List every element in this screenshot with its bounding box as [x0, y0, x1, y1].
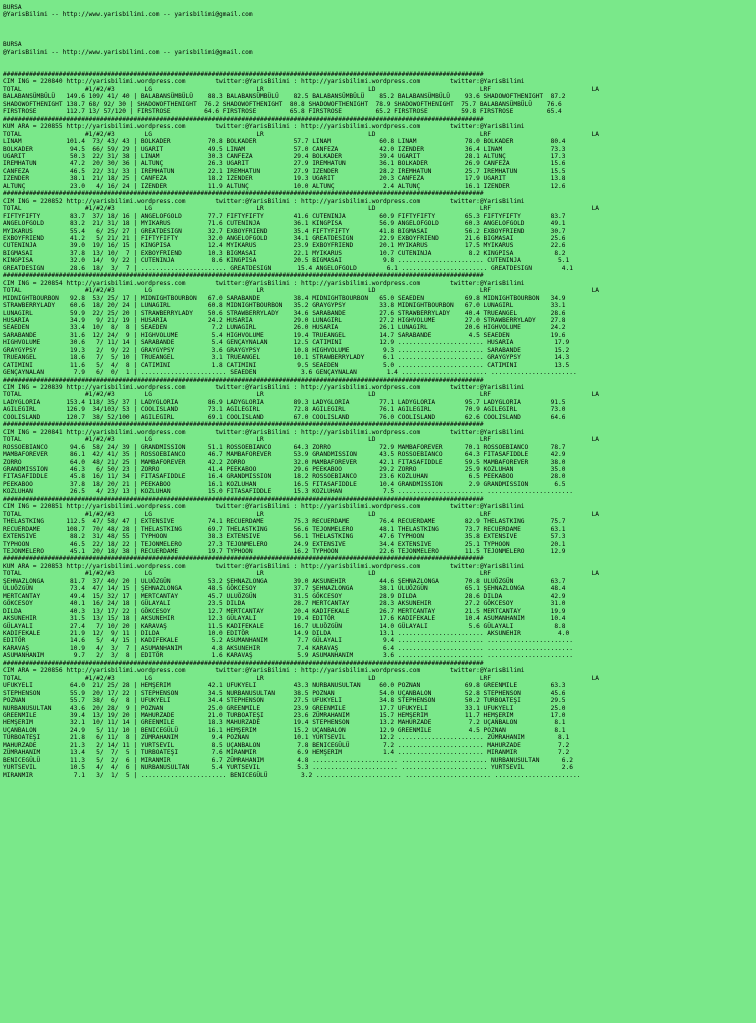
contact-line-top: @YarisBilimi -- http://www.yarisbilimi.com -- yarisbilimi@gmail.com	[3, 11, 253, 19]
table-row: NURBANUSULTAN 43.6 20/ 28/ 9 | POZNAN 25.0 GREENMILE 23.9 GREENMILE 17.7 UFUKYELI 33.1 UFUKYELI 25.0	[3, 704, 566, 712]
table-row: EXTENSIVE 88.2 31/ 48/ 55 | TYPHOON 38.3 EXTENSIVE 56.1 THELASTKING 47.6 TYPHOON 35.8 EXTENSIVE 57.3	[3, 533, 566, 541]
race-blocks	[3, 71, 753, 779]
table-row: MERTCANTAY 49.4 15/ 32/ 17 | MERTCANTAY 45.7 ULUÖZGÜN 31.5 GÖKCESOY 28.9 DILDA 28.6 DILDA 42.9	[3, 592, 566, 600]
spacer	[3, 56, 753, 63]
table-row: LINAM 101.4 73/ 43/ 43 | BOLKADER 70.8 BOLKADER 57.7 LINAM 60.8 LINAM 78.0 BOLKADER 80.4	[3, 138, 566, 146]
table-row: BALABANSÜMBÜLÜ 149.6 109/ 41/ 40 | BALABANSÜMBÜLÜ 88.3 BALABANSÜMBÜLÜ 82.5 BALABANSÜMBÜLÜ 85.2 BALABANSÜMBÜLÜ 93.6 SHADOWOFTHENIGHT 87.2	[3, 93, 566, 101]
table-row: LADYGLORIA 153.4 118/ 35/ 37 | LADYGLORIA 86.9 LADYGLORIA 89.3 LADYGLORIA 77.1 LADYGLORIA 95.7 LADYGLORIA 91.5	[3, 398, 566, 406]
table-row: ŞEHNAZLONGA 81.7 37/ 40/ 20 | ULUÖZGÜN 53.2 ŞEHNAZLONGA 39.0 AKSUNEHIR 44.6 ŞEHNAZLONGA 70.8 ULUÖZGÜN 63.7	[3, 577, 566, 585]
table-row: HUSARIA 34.9 9/ 21/ 19 | HUSARIA 24.2 HUSARIA 29.0 LUNAGIRL 27.2 HIGHVOLUME 27.0 STRAWBERRYLADY 27.8	[3, 316, 566, 324]
table-row: MYIKARUS 55.4 6/ 25/ 27 | GREATDESIGN 32.7 EXBOYFRIEND 35.4 FIFTYFIFTY 41.8 BIGMASAI 56.2 EXBOYFRIEND 30.7	[3, 227, 566, 235]
table-row: GREATDESIGN 28.6 18/ 3/ 7 | ....................... GREATDESIGN 15.4 ANGELOFGOLD 6.1 ....................... GREATDESIGN 4.1	[3, 264, 573, 272]
race-info-line: CIM ING = 220839 http://yarisbilimi.wordpress.com twitter:@YarisBilimi : http://yarisbilimi.wordpress.com twitter:@YarisBilimi	[3, 384, 525, 392]
table-row: ROSSOEBIANCO 94.6 58/ 24/ 39 | GRANDMISSION 51.1 ROSSOEBIANCO 64.3 ZORRO 72.9 MAMBAFOREVER 70.1 ROSSOEBIANCO 78.7	[3, 443, 566, 451]
table-row: GRANDMISSION 46.3 6/ 50/ 23 | ZORRO 41.4 PEEKABOO 29.6 PEEKABOO 29.2 ZORRO 25.9 KOZLUHAN 35.0	[3, 466, 566, 474]
block-separator: #################################################################################################################################	[3, 272, 484, 280]
table-row: YURTSEVIL 10.5 4/ 4/ 6 | NURBANUSULTAN 5.4 YURTSEVIL 5.3 ....................... ....................... YURTSEVIL 2.6	[3, 764, 573, 772]
table-row: FIFTYFIFTY 83.7 37/ 18/ 16 | ANGELOFGOLD 77.7 FIFTYFIFTY 41.6 CUTENINJA 60.9 FIFTYFIFTY 65.3 FIFTYFIFTY 83.7	[3, 212, 566, 220]
table-row: UGARIT 50.3 22/ 31/ 38 | LINAM 30.3 CANFEZA 29.4 BOLKADER 39.4 UGARIT 28.1 ALTUNÇ 17.3	[3, 152, 566, 160]
table-row: IREMHATUN 47.2 20/ 30/ 36 | ALTUNÇ 26.3 UGARIT 27.9 IREMHATUN 36.1 BOLKADER 26.9 CANFEZA 15.6	[3, 160, 566, 168]
table-row: ZORRO 64.0 48/ 21/ 25 | MAMBAFOREVER 42.2 ZORRO 32.0 MAMBAFOREVER 42.1 FITASAFIDDLE 59.5 MAMBAFOREVER 38.0	[3, 458, 566, 466]
table-row: HEMŞERIM 32.1 10/ 11/ 14 | GREENMILE 18.3 MAHURZADE 19.4 STEPHENSON 13.2 MAHURZADE 7.2 UÇANBALON 8.1	[3, 719, 566, 727]
table-column-header: TOTAL #1/#2/#3 LG LR LD LRF LA	[3, 436, 600, 444]
table-row: PEEKABOO 37.8 18/ 20/ 21 | PEEKABOO 16.1 KOZLUHAN 16.5 FITASAFIDDLE 10.4 GRANDMISSION 2.9 GRANDMISSION 6.5	[3, 480, 566, 488]
table-row: BENICEGÜLÜ 11.3 5/ 2/ 6 | MIRANMIR 6.7 ZÜMRAHANIM 4.8 ....................... ....................... NURBANUSULTAN 6.2	[3, 756, 573, 764]
table-row: RECUERDAME 108.7 70/ 48/ 28 | THELASTKING 69.7 THELASTKING 56.6 TEJONMELERO 48.1 THELASTKING 73.7 RECUERDAME 63.1	[3, 525, 566, 533]
spacer	[3, 64, 753, 71]
table-row: KADIFEKALE 21.9 12/ 9/ 11 | DILDA 10.0 EDITÖR 14.9 DILDA 13.1 ....................... AKSUNEHIR 4.0	[3, 629, 570, 637]
table-row: TYPHOON 46.5 22/ 18/ 22 | TEJONMELERO 27.3 TEJONMELERO 24.9 EXTENSIVE 34.4 EXTENSIVE 25.1 TYPHOON 20.1	[3, 540, 566, 548]
table-row: EDITÖR 14.6 5/ 4/ 15 | KADIFEKALE 5.2 ASUMANHANIM 7.7 GÜLAYALI 9.4 ....................... .......................	[3, 637, 581, 645]
table-column-header: TOTAL #1/#2/#3 LG LR LD LRF LA	[3, 510, 600, 518]
contact-line-repeat: @YarisBilimi -- http://www.yarisbilimi.com -- yarisbilimi@gmail.com	[3, 48, 253, 56]
race-info-line: CIM ARA = 220856 http://yarisbilimi.wordpress.com twitter:@YarisBilimi : http://yarisbilimi.wordpress.com twitter:@YarisBilimi	[3, 667, 525, 675]
table-column-header: TOTAL #1/#2/#3 LG LR LD LRF LA	[3, 287, 600, 295]
table-row: POZNAN 55.7 38/ 6/ 8 | UFUKYELI 34.4 STEPHENSON 27.5 UFUKYELI 34.8 STEPHENSON 50.2 TURBOATEŞI 29.5	[3, 697, 566, 705]
race-info-line: CIM ING = 220852 http://yarisbilimi.wordpress.com twitter:@YarisBilimi : http://yarisbilimi.wordpress.com twitter:@YarisBilimi	[3, 197, 525, 205]
block-separator: #################################################################################################################################	[3, 495, 484, 503]
table-row: HIGHVOLUME 30.6 7/ 11/ 14 | SARABANDE 5.4 GENÇAYNALAN 12.5 CATIMINI 12.9 ....................... HUSARIA 17.9	[3, 339, 570, 347]
table-row: ZÜMRAHANIM 13.4 5/ 7/ 5 | TURBOATEŞI 7.6 MIRANMIR 6.9 HEMŞERIM 1.4 ....................... MIRANMIR 7.2	[3, 749, 570, 757]
table-row: CANFEZA 46.5 22/ 31/ 33 | IREMHATUN 22.1 IREMHATUN 27.9 IZENDER 28.2 IREMHATUN 25.7 IREMHATUN 15.5	[3, 167, 566, 175]
table-row: UÇANBALON 24.9 5/ 11/ 10 | BENICEGÜLÜ 16.1 HEMŞERIM 15.2 UÇANBALON 12.9 GREENMILE 4.5 POZNAN 8.1	[3, 726, 566, 734]
table-row: GRAYGYPSY 19.3 2/ 9/ 22 | GRAYGYPSY 3.6 GRAYGYPSY 10.8 HIGHVOLUME 9.3 ....................... SARABANDE 15.2	[3, 346, 570, 354]
table-row: BIGMASAI 37.8 13/ 10/ 7 | EXBOYFRIEND 10.3 BIGMASAI 22.1 MYIKARUS 10.7 CUTENINJA 8.2 KINGPISA 8.2	[3, 249, 566, 257]
page-title-repeat: BURSA	[3, 41, 22, 49]
block-separator: #################################################################################################################################	[3, 376, 484, 384]
table-column-header: TOTAL #1/#2/#3 LG LR LD LRF LA	[3, 391, 600, 399]
table-row: KOZLUHAN 26.5 4/ 23/ 13 | KOZLUHAN 15.0 FITASAFIDDLE 15.3 KOZLUHAN 7.5 ....................... .......................	[3, 488, 581, 496]
table-row: ASUMANHANIM 9.7 2/ 3/ 8 | EDITÖR 1.6 KARAVAŞ 5.9 ASUMANHANIM 3.6 ....................... .......................	[3, 652, 581, 660]
table-row: MAHURZADE 21.3 2/ 14/ 11 | YURTSEVIL 8.5 UÇANBALON 7.8 BENICEGÜLÜ 7.2 ....................... MAHURZADE 7.2	[3, 741, 570, 749]
table-row: FIRSTROSE 112.7 13/ 57/120 | FIRSTROSE 64.6 FIRSTROSE 65.8 FIRSTROSE 65.2 FIRSTROSE 59.8 FIRSTROSE 65.4	[3, 108, 562, 116]
table-row: LUNAGIRL 59.9 22/ 25/ 20 | STRAWBERRYLADY 50.6 STRAWBERRYLADY 34.6 SARABANDE 27.6 STRAWBERRYLADY 40.4 TRUEANGEL 28.6	[3, 309, 566, 317]
race-info-line: KUM ARA = 220853 http://yarisbilimi.wordpress.com twitter:@YarisBilimi : http://yarisbilimi.wordpress.com twitter:@YarisBilimi	[3, 562, 525, 570]
table-row: TRUEANGEL 18.6 7/ 5/ 10 | TRUEANGEL 3.1 TRUEANGEL 10.1 STRAWBERRYLADY 6.1 ....................... GRAYGYPSY 14.3	[3, 354, 570, 362]
table-row: MIRANMIR 7.1 3/ 1/ 5 | ....................... BENICEGÜLÜ 3.2 ....................... ....................... .......................	[3, 771, 588, 779]
table-row: MIDNIGHTBOURBON 92.8 53/ 25/ 17 | MIDNIGHTBOURBON 67.0 SARABANDE 38.4 MIDNIGHTBOURBON 65.0 SEAEDEN 69.8 MIDNIGHTBOURBON 34.9	[3, 294, 566, 302]
table-row: GÖKCESOY 40.1 16/ 24/ 18 | GÜLAYALI 23.5 DILDA 28.7 MERTCANTAY 28.3 AKSUNEHIR 27.2 GÖKCESOY 31.0	[3, 600, 566, 608]
table-row: TEJONMELERO 45.1 20/ 18/ 38 | RECUERDAME 19.7 TYPHOON 16.2 TYPHOON 22.6 TEJONMELERO 11.5 TEJONMELERO 12.9	[3, 548, 566, 555]
table-row: ULUÖZGÜN 73.4 47/ 14/ 15 | ŞEHNAZLONGA 48.5 GÖKCESOY 37.7 ŞEHNAZLONGA 38.1 ULUÖZGÜN 65.1 ŞEHNAZLONGA 48.4	[3, 585, 566, 593]
table-row: KARAVAŞ 10.9 4/ 3/ 7 | ASUMANHANIM 4.8 AKSUNEHIR 7.4 KARAVAŞ 6.4 ....................... .......................	[3, 644, 581, 652]
table-row: AKSUNEHIR 31.5 13/ 15/ 18 | AKSUNEHIR 12.3 GÜLAYALI 19.4 EDITÖR 17.6 KADIFEKALE 10.4 ASUMANHANIM 10.4	[3, 615, 566, 623]
race-info-line: KUM ARA = 220855 http://yarisbilimi.wordpress.com twitter:@YarisBilimi : http://yarisbilimi.wordpress.com twitter:@YarisBilimi	[3, 123, 525, 131]
spacer	[3, 19, 753, 26]
table-row: ALTUNÇ 23.0 4/ 16/ 24 | IZENDER 11.9 ALTUNÇ 10.0 ALTUNÇ 2.4 ALTUNÇ 16.1 IZENDER 12.6	[3, 182, 566, 190]
table-row: DILDA 40.3 13/ 17/ 22 | GÖKCESOY 12.7 MERTCANTAY 20.4 KADIFEKALE 26.7 MERTCANTAY 21.5 MERTCANTAY 19.9	[3, 607, 566, 615]
block-separator: #################################################################################################################################	[3, 71, 484, 78]
table-row: STEPHENSON 55.9 20/ 17/ 22 | STEPHENSON 34.5 NURBANUSULTAN 38.5 POZNAN 54.0 UÇANBALON 52.8 STEPHENSON 45.6	[3, 689, 566, 697]
table-row: STRAWBERRYLADY 60.6 18/ 20/ 24 | LUNAGIRL 60.8 MIDNIGHTBOURBON 35.2 GRAYGYPSY 33.8 MIDNIGHTBOURBON 67.0 LUNAGIRL 33.1	[3, 302, 566, 310]
table-row: KINGPISA 32.0 14/ 9/ 22 | CUTENINJA 8.6 KINGPISA 20.5 BIGMASAI 9.8 ....................... CUTENINJA 5.1	[3, 257, 570, 265]
table-row: SHADOWOFTHENIGHT 138.7 68/ 92/ 30 | SHADOWOFTHENIGHT 76.2 SHADOWOFTHENIGHT 80.8 SHADOWOFTHENIGHT 78.9 SHADOWOFTHENIGHT 75.7 BALABANSÜMBÜLÜ 76.6	[3, 100, 562, 108]
block-separator: #################################################################################################################################	[3, 115, 484, 123]
block-separator: #################################################################################################################################	[3, 659, 484, 667]
table-row: UFUKYELI 64.0 21/ 25/ 28 | HEMŞERIM 42.1 UFUKYELI 43.3 NURBANUSULTAN 60.0 POZNAN 69.8 GREENMILE 63.3	[3, 682, 566, 690]
table-row: MAMBAFOREVER 86.1 42/ 41/ 35 | ROSSOEBIANCO 46.7 MAMBAFOREVER 53.9 GRANDMISSION 43.5 ROSSOEBIANCO 64.3 FITASAFIDDLE 42.9	[3, 451, 566, 459]
table-column-header: TOTAL #1/#2/#3 LG LR LD LRF LA	[3, 205, 600, 213]
table-row: FITASAFIDDLE 45.8 16/ 11/ 34 | FITASAFIDDLE 16.4 GRANDMISSION 18.2 ROSSOEBIANCO 23.6 KOZLUHAN 6.5 PEEKABOO 28.0	[3, 473, 566, 481]
table-row: CATIMINI 11.6 5/ 4/ 8 | CATIMINI 1.8 CATIMINI 9.5 SEAEDEN 5.0 ....................... CATIMINI 13.5	[3, 361, 570, 369]
table-column-header: TOTAL #1/#2/#3 LG LR LD LRF LA	[3, 85, 600, 93]
table-row: EXBOYFRIEND 41.2 5/ 21/ 21 | FIFTYFIFTY 32.0 ANGELOFGOLD 34.1 GREATDESIGN 22.9 EXBOYFRIEND 21.6 BIGMASAI 25.6	[3, 234, 566, 242]
race-info-line: CIM ING = 220854 http://yarisbilimi.wordpress.com twitter:@YarisBilimi : http://yarisbilimi.wordpress.com twitter:@YarisBilimi	[3, 279, 525, 287]
table-row: SARABANDE 31.6 12/ 24/ 9 | HIGHVOLUME 5.4 HIGHVOLUME 19.4 TRUEANGEL 14.7 SARABANDE 4.5 SEAEDEN 19.6	[3, 331, 566, 339]
race-info-line: CIM ING = 220840 http://yarisbilimi.wordpress.com twitter:@YarisBilimi : http://yarisbilimi.wordpress.com twitter:@YarisBilimi	[3, 78, 525, 86]
table-row: AGILEGIRL 126.9 34/103/ 53 | COOLISLAND 73.1 AGILEGIRL 72.8 AGILEGIRL 76.1 AGILEGIRL 70.9 AGILEGIRL 73.0	[3, 406, 566, 414]
table-row: ANGELOFGOLD 83.2 21/ 31/ 18 | MYIKARUS 71.6 CUTENINJA 36.1 KINGPISA 56.9 ANGELOFGOLD 60.3 ANGELOFGOLD 49.1	[3, 220, 566, 228]
spacer	[3, 34, 753, 41]
table-column-header: TOTAL #1/#2/#3 LG LR LD LRF LA	[3, 674, 600, 682]
table-column-header: TOTAL #1/#2/#3 LG LR LD LRF LA	[3, 570, 600, 578]
table-row: IZENDER 38.1 21/ 18/ 25 | CANFEZA 18.2 IZENDER 19.3 UGARIT 20.3 CANFEZA 17.9 UGARIT 13.8	[3, 175, 566, 183]
race-info-line: CIM ING = 220841 http://yarisbilimi.wordpress.com twitter:@YarisBilimi : http://yarisbilimi.wordpress.com twitter:@YarisBilimi	[3, 428, 525, 436]
spacer	[3, 26, 753, 33]
block-separator: #################################################################################################################################	[3, 190, 484, 198]
table-row: BOLKADER 94.5 66/ 59/ 29 | UGARIT 49.5 LINAM 57.0 CANFEZA 42.0 IZENDER 36.4 LINAM 73.3	[3, 145, 566, 153]
race-info-line: CIM ING = 220851 http://yarisbilimi.wordpress.com twitter:@YarisBilimi : http://yarisbilimi.wordpress.com twitter:@YarisBilimi	[3, 503, 525, 511]
table-row: THELASTKING 112.5 47/ 58/ 47 | EXTENSIVE 74.1 RECUERDAME 75.3 RECUERDAME 76.4 RECUERDAME 82.9 THELASTKING 75.7	[3, 518, 566, 526]
table-row: TURBOATEŞI 21.8 6/ 11/ 8 | ZÜMRAHANIM 9.4 POZNAN 10.1 YURTSEVIL 12.2 ....................... ZÜMRAHANIM 8.1	[3, 734, 570, 742]
block-separator: #################################################################################################################################	[3, 555, 484, 563]
table-row: SEAEDEN 33.4 10/ 8/ 8 | SEAEDEN 7.2 LUNAGIRL 26.0 HUSARIA 26.1 LUNAGIRL 20.6 HIGHVOLUME 24.2	[3, 324, 566, 332]
table-row: GREENMILE 39.4 13/ 19/ 20 | MAHURZADE 21.0 TURBOATEŞI 23.6 ZÜMRAHANIM 15.7 HEMŞERIM 11.7 HEMŞERIM 17.0	[3, 711, 566, 719]
table-row: GÜLAYALI 27.4 7/ 10/ 20 | KARAVAŞ 11.5 KADIFEKALE 16.7 ULUÖZGÜN 14.0 GÜLAYALI 5.6 GÜLAYALI 8.8	[3, 622, 566, 630]
table-row: CUTENINJA 39.0 19/ 16/ 15 | KINGPISA 12.4 MYIKARUS 23.9 EXBOYFRIEND 20.1 MYIKARUS 17.5 MYIKARUS 22.6	[3, 242, 566, 250]
table-column-header: TOTAL #1/#2/#3 LG LR LD LRF LA	[3, 130, 600, 138]
table-row: GENÇAYNALAN 7.9 6/ 0/ 1 | ....................... SEAEDEN 3.6 GENÇAYNALAN 1.4 ....................... .......................	[3, 369, 585, 377]
table-row: COOLISLAND 120.7 38/ 52/100 | AGILEGIRL 69.1 COOLISLAND 67.0 COOLISLAND 76.0 COOLISLAND 62.6 COOLISLAND 64.6	[3, 413, 566, 421]
block-separator: #################################################################################################################################	[3, 421, 484, 429]
page-title-top: BURSA	[3, 4, 22, 11]
